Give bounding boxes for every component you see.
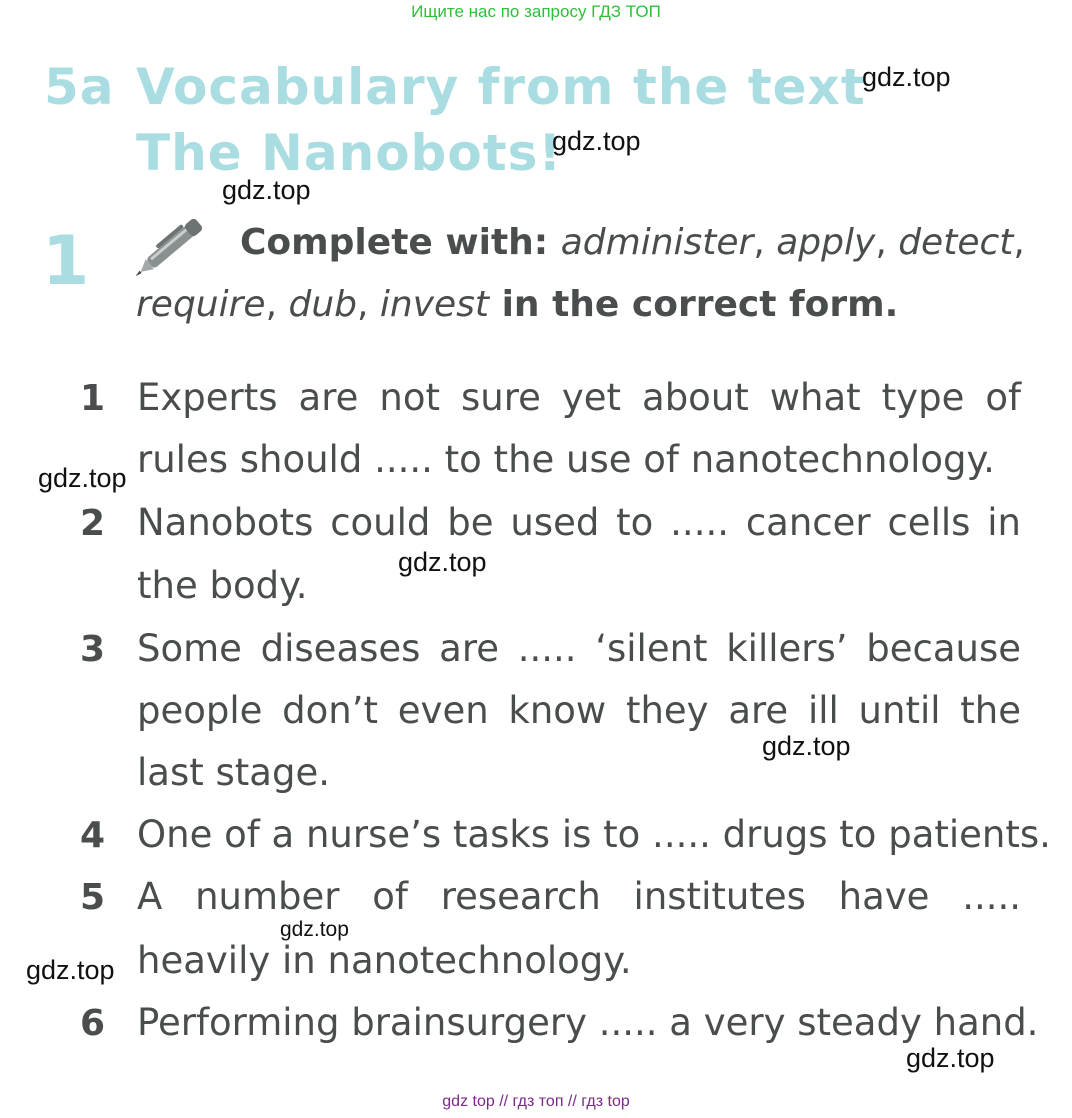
item-number: 5: [80, 877, 106, 918]
item-text-line: One of a nurse’s tasks is to ..... drugs to patients.: [137, 813, 1051, 856]
pen-icon: [136, 204, 218, 280]
lesson-title-line-1: Vocabulary from the text: [136, 58, 866, 116]
word-option: detect: [898, 222, 1014, 263]
instruction-line-1: Complete with: administer, apply, detect,: [240, 222, 1025, 263]
item-text-line: A number of research institutes have .....: [137, 875, 1021, 918]
item-number: 2: [80, 503, 106, 544]
item-text-line: the body.: [137, 564, 308, 607]
top-banner[interactable]: Ищите нас по запросу ГДЗ ТОП: [411, 2, 661, 21]
instruction-prefix: Complete with:: [240, 222, 561, 263]
watermark: gdz.top: [862, 62, 951, 92]
watermark: gdz.top: [398, 547, 487, 577]
lesson-number: 5a: [44, 58, 115, 116]
item-number: 4: [80, 815, 106, 856]
word-option: invest: [379, 284, 490, 325]
item-text-line: Performing brainsurgery ..... a very steady hand.: [137, 1001, 1039, 1044]
item-text-line: rules should ..... to the use of nanotechnology.: [137, 438, 995, 481]
watermark: gdz.top: [222, 175, 311, 205]
lesson-title-line-2: The Nanobots!: [136, 124, 563, 182]
watermark: gdz.top: [552, 126, 641, 156]
word-option: require: [136, 284, 266, 325]
word-option: dub: [288, 284, 357, 325]
item-number: 3: [80, 629, 106, 670]
watermark: gdz.top: [906, 1043, 995, 1073]
item-text-line: Experts are not sure yet about what type of: [137, 376, 1021, 419]
word-option: administer: [560, 222, 754, 263]
watermark: gdz.top: [26, 955, 115, 985]
exercise-number: 1: [42, 222, 90, 301]
item-text-line: last stage.: [137, 751, 330, 794]
item-number: 1: [80, 378, 106, 419]
item-text-line: heavily in nanotechnology.: [137, 939, 632, 982]
item-text-line: Some diseases are ..... ‘silent killers’ because: [137, 627, 1021, 670]
word-option: apply: [776, 222, 876, 263]
instruction-suffix: in the correct form.: [489, 284, 899, 325]
watermark: gdz.top: [38, 463, 127, 493]
item-text-line: people don’t even know they are ill until the: [137, 689, 1021, 732]
watermark: gdz.top: [280, 918, 349, 941]
footer-links[interactable]: gdz top // гдз топ // гдз top: [442, 1093, 630, 1110]
item-number: 6: [80, 1003, 106, 1044]
watermark: gdz.top: [762, 731, 851, 761]
item-text-line: Nanobots could be used to ..... cancer cells in: [137, 501, 1021, 544]
instruction-line-2: require, dub, invest in the correct form.: [136, 284, 899, 325]
